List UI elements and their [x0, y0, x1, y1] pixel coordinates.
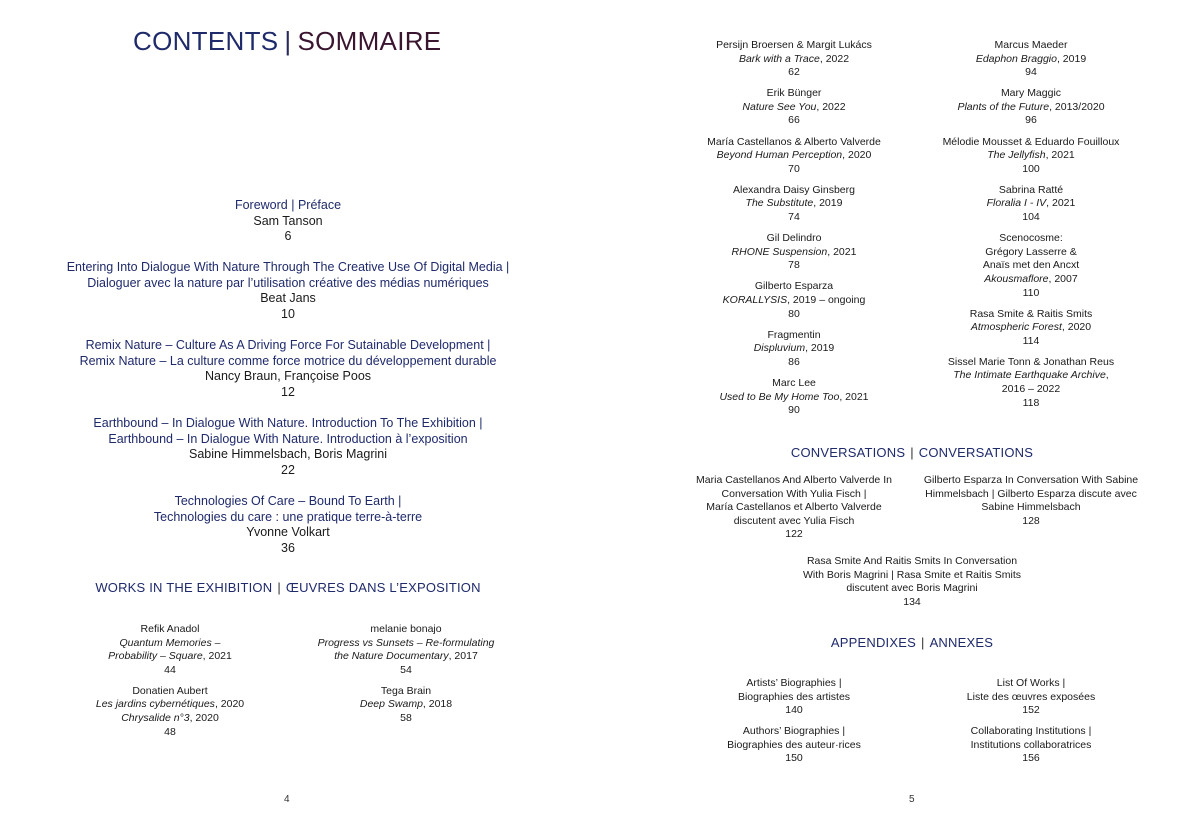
artist-name: Refik Anadol: [140, 623, 200, 635]
artist-name: María Castellanos & Alberto Valverde: [707, 135, 881, 148]
appendix-line: Biographies des artistes: [737, 690, 851, 703]
conversation-line: Conversation With Yulia Fisch |: [721, 487, 867, 500]
work-entry: [921, 87, 1141, 128]
artist-name: Donatien Aubert: [132, 684, 208, 697]
work-title: Quantum Memories –: [119, 636, 221, 649]
appendix-line: Institutions collaboratrices: [970, 738, 1092, 751]
work-title-line: [60, 698, 280, 712]
work-title-line: [60, 637, 280, 651]
page-number-left: 4: [284, 794, 290, 805]
work-title-line: [684, 294, 904, 308]
work-year: , 2020: [842, 149, 872, 162]
work-year: , 2021: [1046, 197, 1076, 210]
work-title: The Jellyfish: [987, 149, 1046, 162]
conversations-heading: [600, 445, 1200, 460]
work-entry: [684, 87, 904, 128]
work-year: , 2007: [1048, 272, 1078, 285]
appendixes-column-left: [684, 677, 904, 774]
work-page-number: 80: [788, 307, 800, 320]
work-year: , 2020: [189, 712, 219, 725]
work-title-line: [296, 698, 516, 712]
work-year: , 2021: [202, 650, 232, 663]
work-page-number: 96: [1025, 114, 1037, 127]
conversation-entry: [780, 555, 1044, 609]
works-column-left-b: [296, 623, 516, 733]
work-entry: [296, 685, 516, 726]
work-page-number: 70: [788, 162, 800, 175]
conversation-column-a: [684, 474, 904, 549]
work-year: , 2019: [805, 342, 835, 355]
conversation-column-c: [780, 555, 1044, 617]
work-title: Akousmaflore: [984, 272, 1049, 285]
work-year: , 2019: [1056, 52, 1087, 65]
appendix-page-number: 156: [1022, 752, 1040, 765]
work-title: The Substitute: [745, 197, 814, 210]
essay-title-line: Remix Nature – La culture comme force motrice du développement durable: [79, 353, 497, 368]
work-title-line: [921, 369, 1141, 383]
appendix-line: Collaborating Institutions |: [970, 725, 1092, 738]
artist-name: Sissel Marie Tonn & Jonathan Reus: [947, 355, 1115, 368]
page-title: [133, 26, 441, 57]
work-title-line: [684, 342, 904, 356]
work-title-line: [921, 53, 1141, 67]
appendix-entry: [684, 677, 904, 718]
work-page-number: 74: [788, 211, 800, 224]
essay-page-number: 22: [281, 462, 295, 477]
work-title: Deep Swamp: [359, 698, 423, 711]
work-year: , 2020: [214, 698, 245, 711]
essay-title-line: Foreword | Préface: [234, 198, 342, 212]
work-year: , 2019 – ongoing: [787, 294, 866, 306]
work-title: Nature See You: [742, 100, 817, 113]
work-title: Plants of the Future: [957, 100, 1050, 113]
essay-title-line: Entering Into Dialogue With Nature Through The Creative Use Of Digital Media |: [66, 260, 510, 275]
work-title-line: [60, 650, 280, 664]
work-title-line: [684, 149, 904, 163]
work-title: Displuvium: [753, 342, 806, 355]
work-page-number: 114: [1022, 334, 1040, 347]
work-title-line: [921, 273, 1141, 287]
essay-title-line: Dialoguer avec la nature par l’utilisation créative des médias numériques: [87, 275, 489, 290]
work-title: Floralia I - IV: [986, 197, 1047, 210]
conversations-heading-fr: CONVERSATIONS: [918, 445, 1034, 460]
work-title-line: [684, 101, 904, 115]
work-title-line: [921, 101, 1141, 115]
work-title-line: [684, 197, 904, 211]
artist-name-line: Anaïs met den Ancxt: [982, 259, 1080, 272]
conversation-line: Sabine Himmelsbach: [981, 501, 1081, 514]
work-title: Chrysalide n°3: [121, 712, 190, 725]
essay-author: Sabine Himmelsbach, Boris Magrini: [189, 447, 387, 462]
artist-name: Marcus Maeder: [994, 39, 1068, 51]
essay-entry: [0, 260, 576, 322]
artist-name-line: Grégory Lasserre &: [985, 245, 1077, 258]
work-entry: [921, 308, 1141, 349]
essay-page-number: 12: [281, 384, 295, 399]
work-title: Edaphon Braggio: [975, 52, 1057, 65]
work-title: Beyond Human Perception: [716, 149, 843, 162]
work-entry: [684, 377, 904, 418]
essay-author: Nancy Braun, Françoise Poos: [204, 369, 372, 384]
work-title: Used to Be My Home Too: [719, 390, 840, 403]
page-number-right: 5: [909, 794, 915, 805]
work-page-number: 118: [1022, 396, 1040, 409]
work-entry: [60, 623, 280, 677]
appendixes-heading-separator: |: [920, 635, 925, 650]
artist-name: Gil Delindro: [766, 232, 822, 245]
work-entry: [684, 232, 904, 273]
right-page: [600, 0, 1200, 829]
work-title: The Intimate Earthquake Archive: [953, 369, 1106, 382]
works-column-right-b: [921, 39, 1141, 418]
work-year: , 2022: [816, 100, 846, 113]
appendix-line: Liste des œuvres exposées: [966, 690, 1096, 703]
appendixes-heading-en: APPENDIXES: [830, 635, 916, 650]
work-year: , 2019: [813, 197, 843, 210]
appendix-line: Artists’ Biographies |: [746, 677, 842, 689]
title-fr: SOMMAIRE: [297, 26, 442, 56]
work-entry: [684, 39, 904, 80]
essay-page-number: 36: [281, 540, 295, 555]
work-title: Atmospheric Forest: [970, 321, 1062, 334]
work-title: Probability – Square: [108, 650, 203, 663]
essay-title-line: Earthbound – In Dialogue With Nature. Introduction à l’exposition: [108, 431, 468, 446]
conversation-entry: [921, 474, 1141, 528]
work-year: , 2013/2020: [1049, 100, 1105, 113]
appendix-entry: [921, 725, 1141, 766]
work-title-line: [684, 246, 904, 260]
essays-list: [0, 198, 576, 572]
artist-name: melanie bonajo: [370, 623, 442, 635]
work-title-line: [921, 197, 1141, 211]
artist-name: Erik Bünger: [766, 87, 822, 100]
work-page-number: 66: [788, 114, 800, 127]
work-page-number: 62: [788, 66, 800, 79]
work-title-line: [684, 391, 904, 405]
artist-name: Fragmentin: [767, 328, 821, 341]
essay-title-line: Earthbound – In Dialogue With Nature. Introduction To The Exhibition |: [93, 416, 483, 431]
essay-page-number: 6: [284, 229, 292, 244]
work-entry: [921, 232, 1141, 300]
work-year: , 2021: [827, 245, 857, 258]
artist-name: Sabrina Ratté: [998, 183, 1064, 196]
artist-name: Marc Lee: [772, 376, 816, 389]
work-entry: [921, 184, 1141, 225]
work-title: the Nature Documentary: [334, 650, 449, 663]
essay-author: Beat Jans: [260, 291, 316, 306]
conversation-line: Himmelsbach | Gilberto Esparza discute avec: [925, 487, 1137, 500]
appendix-entry: [684, 725, 904, 766]
work-year: , 2017: [448, 650, 478, 663]
artist-name: Gilberto Esparza: [754, 280, 834, 293]
conversation-line: Gilberto Esparza In Conversation With Sabine: [923, 474, 1139, 486]
works-heading-en: WORKS IN THE EXHIBITION: [95, 580, 273, 595]
artist-name: Alexandra Daisy Ginsberg: [733, 183, 855, 196]
work-year: , 2022: [819, 52, 850, 65]
artist-name: Mélodie Mousset & Eduardo Fouilloux: [942, 135, 1120, 148]
work-title-line: [296, 637, 516, 651]
work-title-line: [921, 149, 1141, 163]
essay-author: Sam Tanson: [253, 213, 323, 228]
work-page-number: 48: [164, 725, 176, 738]
artist-name: Tega Brain: [380, 684, 432, 697]
appendix-page-number: 140: [785, 704, 803, 717]
work-title-line: [921, 321, 1141, 335]
conversations-heading-en: CONVERSATIONS: [790, 445, 906, 460]
conversation-line: Rasa Smite And Raitis Smits In Conversation: [806, 555, 1018, 567]
conversations-heading-separator: |: [910, 445, 914, 460]
works-heading: [0, 580, 576, 595]
works-heading-fr: ŒUVRES DANS L’EXPOSITION: [285, 580, 481, 595]
conversation-entry: [684, 474, 904, 542]
work-entry: [921, 136, 1141, 177]
appendix-line: List Of Works |: [996, 677, 1066, 689]
work-entry: [684, 184, 904, 225]
work-entry: [60, 685, 280, 739]
work-title-line: [296, 650, 516, 664]
work-title: Les jardins cybernétiques: [95, 698, 215, 711]
work-title: RHONE Suspension: [731, 245, 828, 258]
conversation-line: With Boris Magrini | Rasa Smite et Raitis Smits: [802, 568, 1022, 581]
works-column-right-a: [684, 39, 904, 425]
essay-author: Yvonne Volkart: [246, 525, 330, 540]
artist-name: Persijn Broersen & Margit Lukács: [716, 39, 872, 51]
works-heading-separator: |: [277, 580, 281, 595]
work-title: KORALLYSIS: [722, 294, 788, 306]
artist-name: Rasa Smite & Raitis Smits: [969, 307, 1093, 320]
artist-name: Scenocosme:: [999, 232, 1063, 245]
conversation-line: discutent avec Boris Magrini: [846, 582, 978, 595]
work-year: , 2020: [1061, 321, 1092, 334]
work-page-number: 54: [400, 663, 412, 676]
essay-page-number: 10: [281, 307, 295, 322]
appendixes-heading-fr: ANNEXES: [929, 635, 994, 650]
conversation-line: Maria Castellanos And Alberto Valverde In: [696, 474, 892, 486]
work-page-number: 90: [788, 404, 800, 417]
conversation-column-b: [921, 474, 1141, 536]
appendixes-column-right: [921, 677, 1141, 774]
appendix-line: Biographies des auteur·rices: [727, 738, 861, 751]
appendix-line: Authors’ Biographies |: [742, 725, 846, 738]
work-entry: [921, 39, 1141, 80]
work-title: Bark with a Trace: [738, 52, 820, 65]
work-title-line: [60, 712, 280, 726]
work-title-line: [684, 53, 904, 67]
work-page-number: 94: [1025, 66, 1037, 79]
appendix-page-number: 150: [785, 752, 803, 765]
essay-entry: [0, 338, 576, 400]
work-page-number: 104: [1022, 211, 1040, 224]
essay-entry: [0, 198, 576, 245]
works-column-left-a: [60, 623, 280, 747]
work-entry: [684, 280, 904, 321]
essay-title-line: Remix Nature – Culture As A Driving Force For Sutainable Development |: [85, 338, 491, 353]
essay-entry: [0, 416, 576, 478]
appendix-entry: [921, 677, 1141, 718]
title-en: CONTENTS: [133, 26, 279, 56]
essay-title-line: Technologies du care : une pratique terre-à-terre: [153, 509, 423, 524]
work-page-number: 86: [788, 355, 800, 368]
conversation-page-number: 134: [903, 595, 921, 608]
conversation-page-number: 128: [1022, 514, 1040, 527]
work-years: 2016 – 2022: [1001, 383, 1061, 396]
essay-entry: [0, 494, 576, 556]
title-separator: |: [284, 26, 292, 56]
work-entry: [296, 623, 516, 677]
work-year: , 2018: [422, 698, 453, 711]
work-page-number: 58: [400, 712, 412, 725]
work-page-number: 78: [788, 259, 800, 272]
appendix-page-number: 152: [1022, 704, 1040, 717]
work-page-number: 110: [1022, 286, 1040, 299]
essay-title-line: Technologies Of Care – Bound To Earth |: [174, 493, 402, 508]
work-entry: [684, 329, 904, 370]
work-page-number: 100: [1022, 162, 1040, 175]
work-entry: [684, 136, 904, 177]
work-page-number: 44: [164, 663, 176, 676]
work-entry: [921, 356, 1141, 410]
conversation-page-number: 122: [785, 528, 803, 541]
artist-name: Mary Maggic: [1000, 87, 1062, 100]
appendixes-heading: [600, 635, 1200, 650]
work-year: , 2021: [839, 390, 869, 403]
work-title: Progress vs Sunsets – Re-formulating: [317, 636, 495, 649]
conversation-line: María Castellanos et Alberto Valverde: [706, 501, 882, 514]
conversation-line: discutent avec Yulia Fisch: [733, 514, 855, 527]
work-year: ,: [1105, 369, 1109, 382]
work-year: , 2021: [1045, 149, 1075, 162]
